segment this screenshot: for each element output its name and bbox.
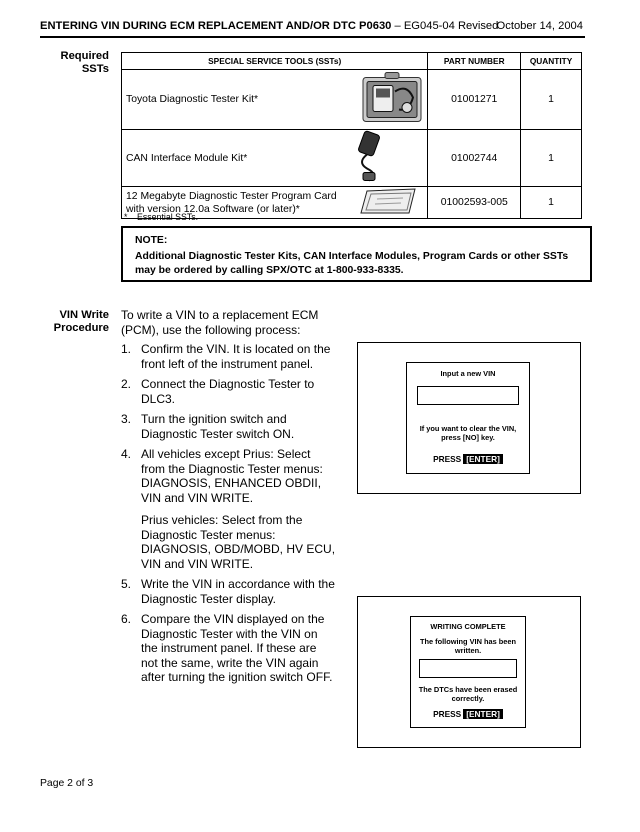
step-text: Turn the ignition switch and Diagnostic Tester switch ON. xyxy=(141,412,295,441)
tool-name-cell xyxy=(122,130,428,187)
tool-name-continued: with version 12.0a Software (or later)* xyxy=(126,203,300,215)
display-message: If you want to clear the VIN, press [NO] key. xyxy=(419,424,517,442)
press-label: PRESS xyxy=(433,709,462,719)
step-number: 3. xyxy=(121,412,132,426)
tester-screen-input-vin xyxy=(357,342,581,494)
document-title: ENTERING VIN DURING ECM REPLACEMENT AND/OR DTC P0630 xyxy=(40,20,392,32)
footnote-text: Essential SSTs. xyxy=(137,212,199,222)
step-number: 1. xyxy=(121,342,132,356)
press-label: PRESS xyxy=(433,454,462,464)
note-box xyxy=(121,226,592,282)
step-number: 2. xyxy=(121,377,132,391)
procedure-steps xyxy=(121,342,336,691)
step-text: Compare the VIN displayed on the Diagnostic Tester with the VIN on the instrument panel. If these are not the same, write the VIN again after turning the ignition switch OFF. xyxy=(141,612,333,684)
tester-display xyxy=(410,616,526,728)
table-row xyxy=(122,130,582,187)
footnote-marker: * xyxy=(124,212,128,222)
list-item xyxy=(121,612,336,685)
tool-name-cell xyxy=(122,70,428,130)
tool-name: 12 Megabyte Diagnostic Tester Program Card xyxy=(126,190,337,202)
tool-name: Toyota Diagnostic Tester Kit* xyxy=(126,94,259,105)
column-header-part-number: PART NUMBER xyxy=(428,53,521,70)
step-text: All vehicles except Prius: Select from the Diagnostic Tester menus: DIAGNOSIS, ENHANCED OBDII, VIN and VIN WRITE. xyxy=(141,447,323,505)
list-item xyxy=(121,377,336,406)
note-body: Additional Diagnostic Tester Kits, CAN Interface Modules, Program Cards or other SSTs may be ordered by calling SPX/OTC at 1-800-933-8335. xyxy=(135,251,569,276)
press-enter-prompt xyxy=(411,709,525,719)
step-text: Confirm the VIN. It is located on the front left of the instrument panel. xyxy=(141,342,331,371)
part-number: 01002593-005 xyxy=(428,187,521,219)
page-number: Page 2 of 3 xyxy=(40,778,94,789)
footnote xyxy=(124,212,198,222)
list-item xyxy=(121,412,336,441)
can-module-icon xyxy=(353,131,387,186)
enter-key-label: [ENTER] xyxy=(463,709,503,719)
section-label-line: Required xyxy=(60,50,109,62)
quantity: 1 xyxy=(521,187,582,219)
quantity: 1 xyxy=(521,70,582,130)
document-date: October 14, 2004 xyxy=(496,20,583,32)
display-title: Input a new VIN xyxy=(440,369,496,378)
quantity: 1 xyxy=(521,130,582,187)
table-row xyxy=(122,70,582,130)
list-item xyxy=(121,342,336,371)
vin-display-box xyxy=(419,659,517,678)
vin-input-box xyxy=(417,386,519,405)
tester-display xyxy=(406,362,530,474)
step-text: Write the VIN in accordance with the Diagnostic Tester display. xyxy=(141,577,335,606)
tester-kit-icon xyxy=(361,71,423,128)
column-header-tools: SPECIAL SERVICE TOOLS (SSTs) xyxy=(122,53,428,70)
step-number: 4. xyxy=(121,447,132,461)
section-label-required-ssts xyxy=(37,50,109,76)
column-header-quantity: QUANTITY xyxy=(521,53,582,70)
display-message: The DTCs have been erased correctly. xyxy=(418,685,518,703)
document-reference: – EG045-04 Revised xyxy=(391,20,499,32)
section-label-vin-write xyxy=(37,309,109,335)
part-number: 01001271 xyxy=(428,70,521,130)
list-item xyxy=(121,577,336,606)
enter-key-label: [ENTER] xyxy=(463,454,503,464)
display-title: WRITING COMPLETE xyxy=(430,622,506,631)
tester-screen-writing-complete xyxy=(357,596,581,748)
part-number: 01002744 xyxy=(428,130,521,187)
section-label-line: VIN Write xyxy=(59,309,109,321)
sst-table xyxy=(121,52,582,219)
step-number: 6. xyxy=(121,612,132,626)
document-header xyxy=(40,20,585,38)
procedure-intro: To write a VIN to a replacement ECM (PCM), use the following process: xyxy=(121,308,319,337)
note-heading: NOTE: xyxy=(135,235,168,246)
step-text: Connect the Diagnostic Tester to DLC3. xyxy=(141,377,315,406)
section-label-line: SSTs xyxy=(81,63,109,75)
step-subtext: Prius vehicles: Select from the Diagnostic Tester menus: DIAGNOSIS, OBD/MOBD, HV ECU, VIN and VIN WRITE. xyxy=(141,513,336,571)
table-header-row xyxy=(122,53,582,70)
program-card-icon xyxy=(357,187,419,219)
tool-name: CAN Interface Module Kit* xyxy=(126,152,248,164)
section-label-line: Procedure xyxy=(53,322,109,334)
list-item xyxy=(121,447,336,571)
display-message: The following VIN has been written. xyxy=(419,637,517,655)
step-number: 5. xyxy=(121,577,132,591)
press-enter-prompt xyxy=(407,454,529,464)
